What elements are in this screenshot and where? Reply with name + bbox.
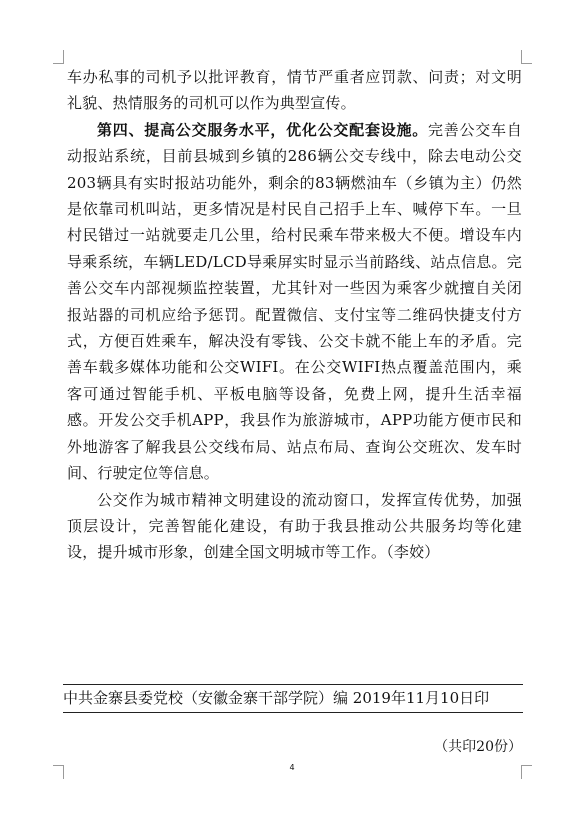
imprint-line: 中共金寨县委党校（安徽金寨干部学院）编 2019年11月10日印 xyxy=(63,689,490,707)
page-number: 4 xyxy=(289,763,295,772)
section-heading: 第四、提高公交服务水平，优化公交配套设施。 xyxy=(97,120,428,139)
print-count: （共印20份） xyxy=(434,739,522,755)
body-text xyxy=(67,64,522,566)
crop-mark-top-left-h xyxy=(53,63,63,64)
imprint-top-rule xyxy=(63,684,523,685)
section-body: 完善公交车自动报站系统，目前县城到乡镇的286辆公交专线中，除去电动公交203辆具有实时报站功能外，剩余的83辆燃油车（乡镇为主）仍然是依靠司机叫站，更多情况是村民自己招手上车、喊停下车。一旦村民错过一站就要走几公里，给村民乘车带来极大不便。增设车内导乘系统，车辆LED/LCD导乘屏实时显示当前路线、站点信息。完善公交车内部视频监控装置，尤其针对一些因为乘客少就擅自关闭报站器的司机应给予惩罚。配置微信、支付宝等二维码快捷支付方式，方便百姓乘车，解决没有零钱、公交卡就不能上车的矛盾。完善车载多媒体功能和公交WIFI。在公交WIFI热点覆盖范围内，乘客可通过智能手机、平板电脑等设备，免费上网，提升生活幸福感。开发公交手机APP，我县作为旅游城市，APP功能方便市民和外地游客了解我县公交线布局、站点布局、查询公交班次、发车时间、行驶定位等信息。 xyxy=(67,120,523,483)
imprint-bottom-rule xyxy=(63,712,523,713)
crop-mark-top-right-h xyxy=(522,63,532,64)
paragraph-conclusion: 公交作为城市精神文明建设的流动窗口，发挥宣传优势，加强顶层设计，完善智能化建设，有助于我县推动公共服务均等化建设，提升城市形象，创建全国文明城市等工作。（李姣） xyxy=(67,490,522,562)
crop-mark-top-left xyxy=(63,50,64,64)
paragraph-continuation: 车办私事的司机予以批评教育，情节严重者应罚款、问责；对文明礼貌、热情服务的司机可以作为典型宣传。 xyxy=(67,68,522,113)
crop-mark-top-right xyxy=(521,50,522,64)
paragraph-section-four xyxy=(67,117,522,487)
